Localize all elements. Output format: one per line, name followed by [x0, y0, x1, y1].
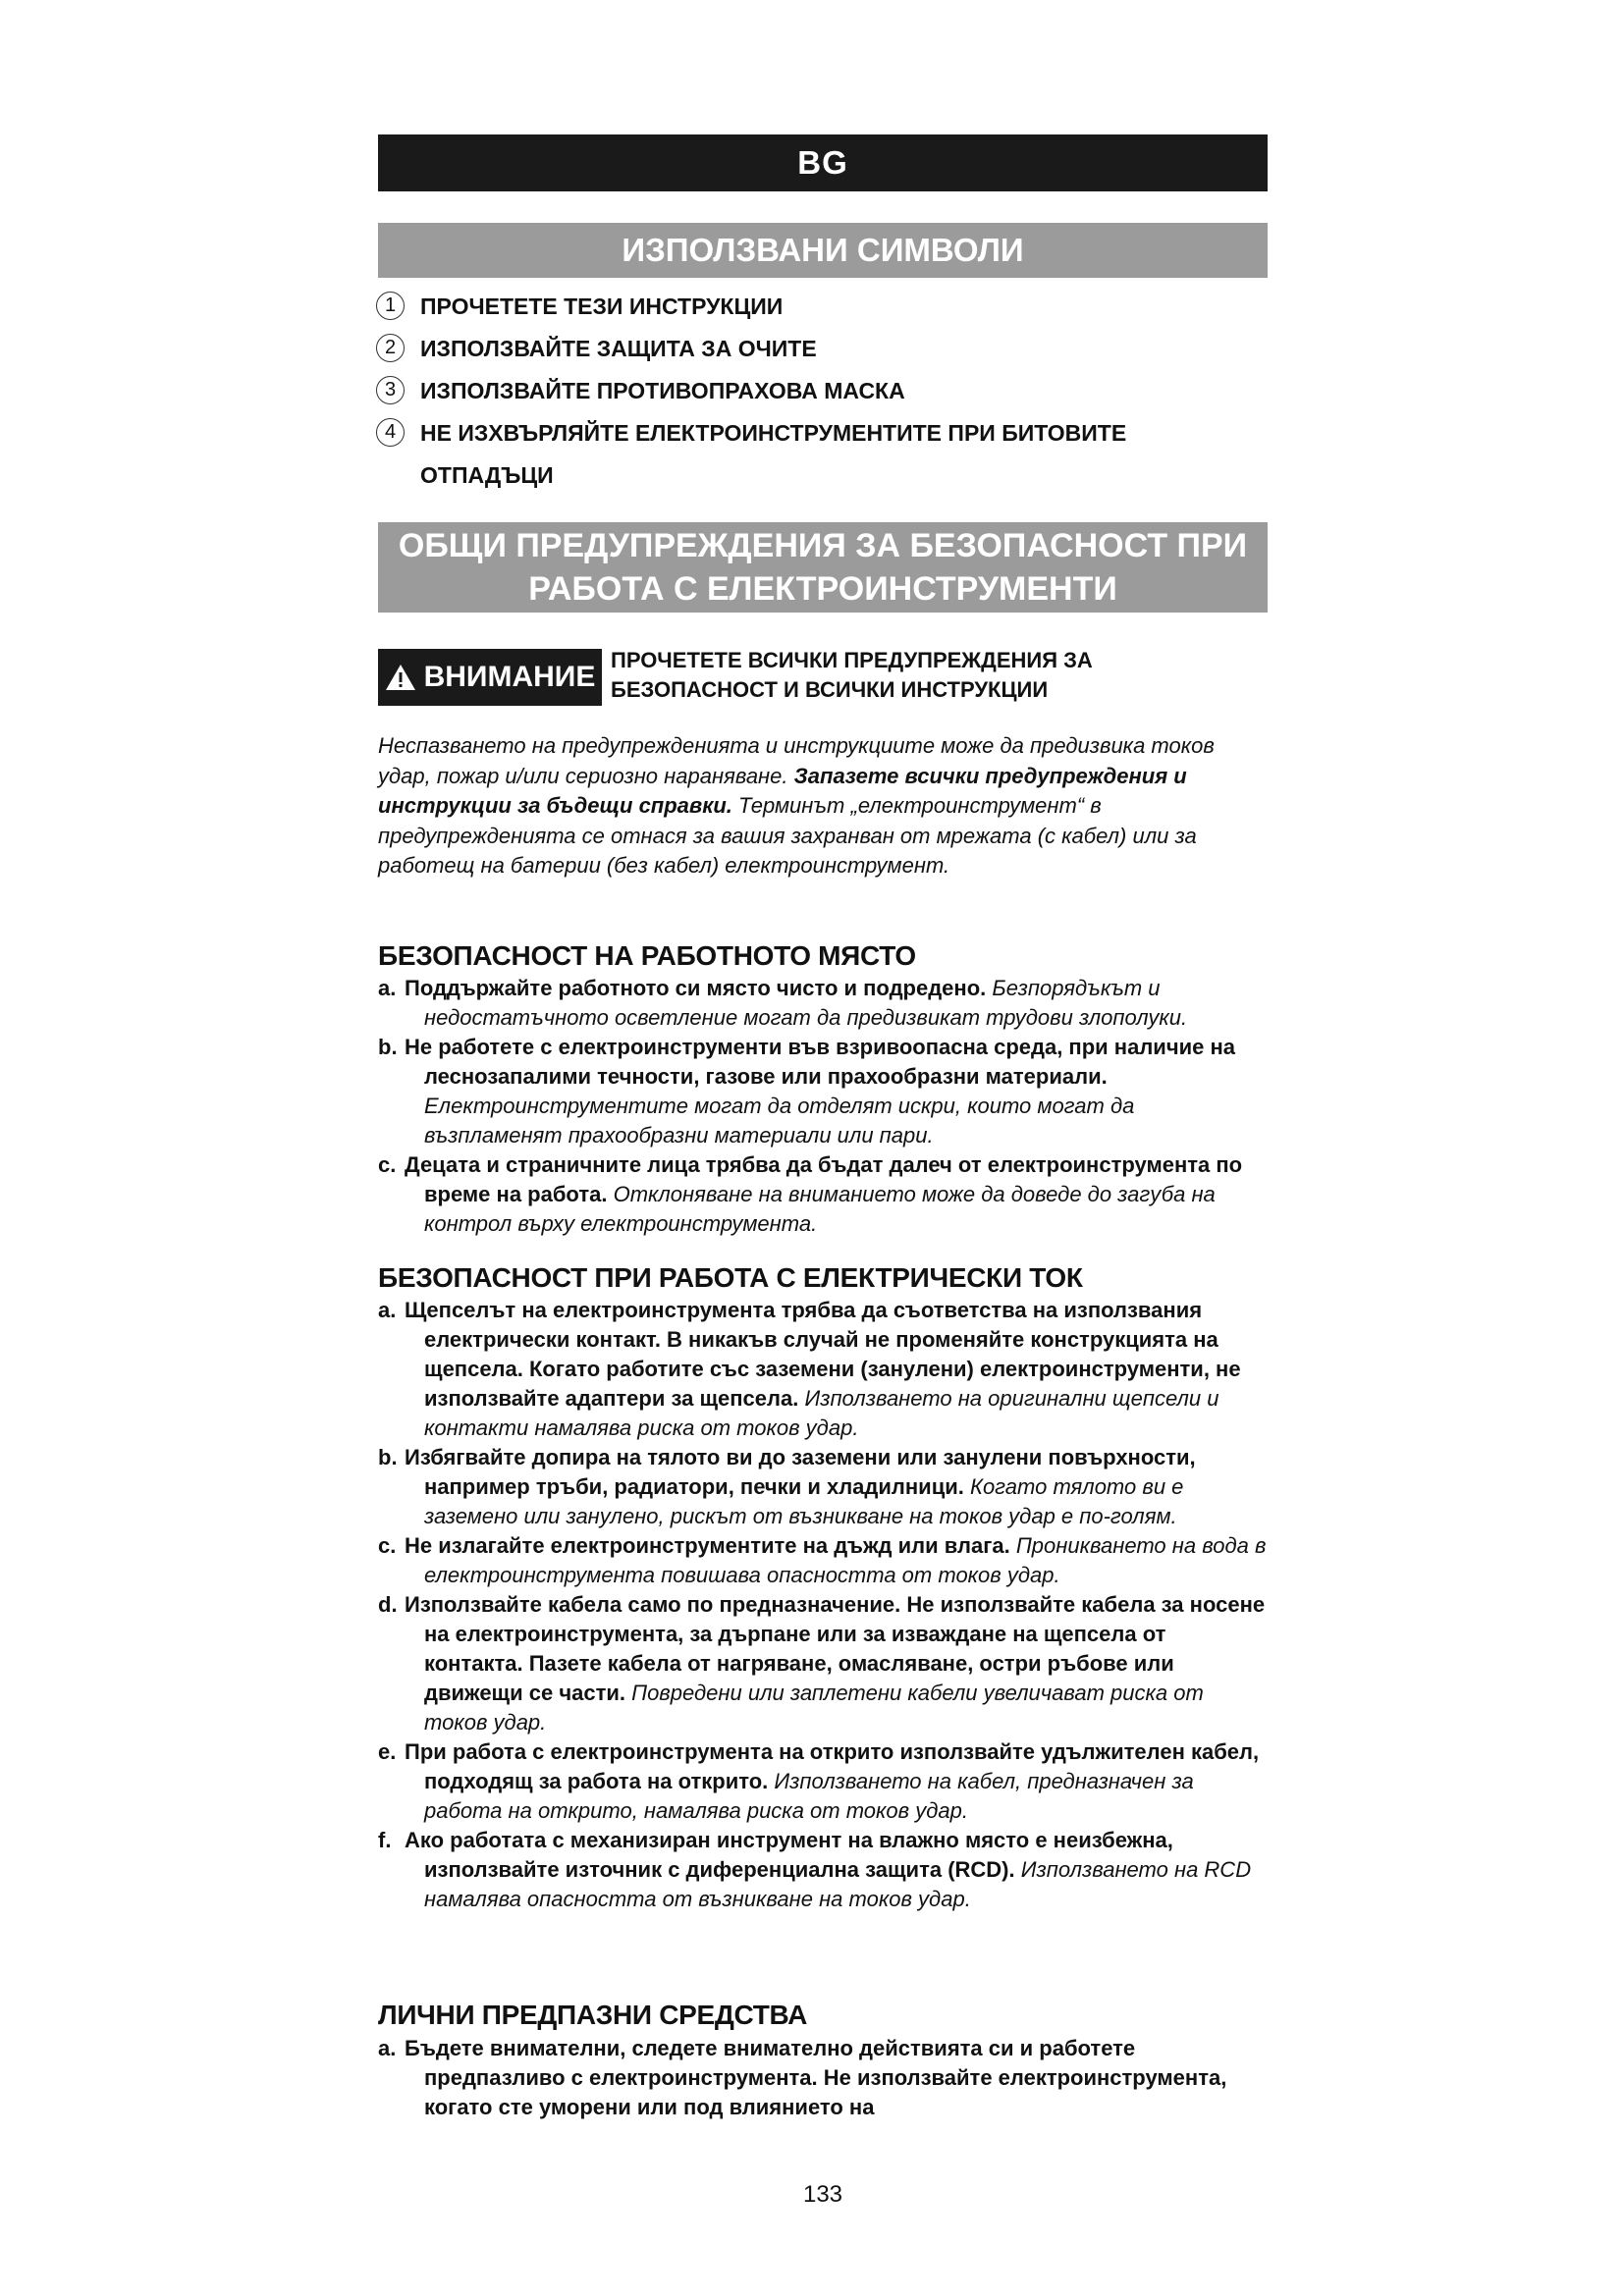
warning-triangle-icon [385, 664, 416, 691]
circled-number-3: 3 [376, 376, 405, 404]
symbol-item [376, 286, 1270, 328]
list-item: b. Избягвайте допира на тялото ви до заземени или занулени повърхности, например тръби, радиатори, печки и хладилници. Когато тялото ви е заземено или занулено, рискът от възникване на токов удар е по-голям. [378, 1445, 1196, 1528]
list-item: a. Бъдете внимателни, следете внимателно действията си и работете предпазливо с електроинструмента. Не използвайте електроинструмента, когато сте уморени или под влиянието на [378, 2036, 1227, 2119]
circled-number-1: 1 [376, 292, 405, 320]
warning-text-line-2: БЕЗОПАСНОСТ И ВСИЧКИ ИНСТРУКЦИИ [611, 677, 1049, 702]
list-item: f. Ако работата с механизиран инструмент на влажно място е неизбежна, използвайте източник с диференциална защита (RCD). Използването на RCD намалява опасността от възникване на токов удар. [378, 1828, 1252, 1911]
symbols-section-title [378, 223, 1268, 278]
general-title-line-1: ОБЩИ ПРЕДУПРЕЖДЕНИЯ ЗА БЕЗОПАСНОСТ ПРИ [398, 527, 1248, 564]
warning-row [378, 646, 1268, 711]
intro-text-2: Терминът „електроинструмент“ в предупрежденията се отнася за вашия захранван от мрежата (с кабел) или за работещ на батерии (без кабел) електроинструмент. [378, 793, 1197, 878]
list-item: a. Поддържайте работното си място чисто и подредено. Безпорядъкът и недостатъчното осветление могат да предизвикат трудови злополуки. [378, 976, 1188, 1030]
electrical-list [378, 1296, 1268, 1914]
list-item: d. Използвайте кабела само по предназначение. Не използвайте кабела за носене на електроинструмента, за дърпане или за изваждане на щепсела от контакта. Пазете кабела от нагряване, омасляване, остри ръбове или движещи се части. Повредени или заплетени кабели увеличават риска от токов удар. [378, 1592, 1266, 1735]
circled-number-4: 4 [376, 418, 405, 447]
general-title-line-2: РАБОТА С ЕЛЕКТРОИНСТРУМЕНТИ [528, 570, 1117, 608]
symbol-item-text: ИЗПОЛЗВАЙТЕ ЗАЩИТА ЗА ОЧИТЕ [420, 336, 817, 361]
warning-text [611, 646, 1259, 705]
list-item: a. Щепселът на електроинструмента трябва да съответства на използвания електрически контакт. В никакъв случай не променяйте конструкцията на щепсела. Когато работите със заземени (занулени) електроинструменти, не използвайте адаптери за щепсела. Използването на оригинални щепсели и контакти намалява риска от токов удар. [378, 1298, 1241, 1440]
symbol-item [376, 412, 1270, 497]
symbols-title-text: ИЗПОЛЗВАНИ СИМВОЛИ [622, 232, 1024, 268]
general-warnings-section-title [378, 522, 1268, 613]
list-item: b. Не работете с електроинструменти във взривоопасна среда, при наличие на леснозапалими течности, газове или прахообразни материали. Електроинструментите могат да отделят искри, които могат да възпламенят прахообразни материали или пари. [378, 1035, 1235, 1148]
warning-text-line-1: ПРОЧЕТЕТЕ ВСИЧКИ ПРЕДУПРЕЖДЕНИЯ ЗА [611, 648, 1093, 672]
warning-badge [378, 649, 602, 706]
work-area-list [378, 974, 1268, 1239]
symbol-item-text: НЕ ИЗХВЪРЛЯЙТЕ ЕЛЕКТРОИНСТРУМЕНТИТЕ ПРИ БИТОВИТЕ ОТПАДЪЦИ [420, 420, 1127, 488]
intro-bold-text: Запазете всички предупреждения и инструкции за бъдещи справки. [378, 763, 1187, 818]
symbol-item [376, 328, 1270, 370]
list-item: e. При работа с електроинструмента на открито използвайте удължителен кабел, подходящ за работа на открито. Използването на кабел, предназначен за работа на открито, намалява риска от токов удар. [378, 1739, 1260, 1823]
symbol-item-text: ИЗПОЛЗВАЙТЕ ПРОТИВОПРАХОВА МАСКА [420, 378, 905, 403]
personal-safety-heading: ЛИЧНИ ПРЕДПАЗНИ СРЕДСТВА [378, 2000, 807, 2030]
electrical-heading: БЕЗОПАСНОСТ ПРИ РАБОТА С ЕЛЕКТРИЧЕСКИ ТОК [378, 1262, 1083, 1293]
personal-safety-list [378, 2034, 1268, 2122]
symbol-item-text: ПРОЧЕТЕТЕ ТЕЗИ ИНСТРУКЦИИ [420, 294, 784, 319]
intro-text-1: Неспазването на предупрежденията и инструкциите може да предизвика токов удар, пожар и/или сериозно нараняване. [378, 733, 1215, 788]
work-area-heading: БЕЗОПАСНОСТ НА РАБОТНОТО МЯСТО [378, 940, 916, 971]
intro-paragraph [378, 731, 1268, 881]
symbols-list [376, 286, 1270, 497]
list-item: c. Децата и страничните лица трябва да бъдат далеч от електроинструмента по време на работа. Отклоняване на вниманието може да доведе до загуба на контрол върху електроинструмента. [378, 1152, 1243, 1236]
warning-label: ВНИМАНИЕ [423, 661, 596, 693]
symbol-item [376, 370, 1270, 412]
circled-number-2: 2 [376, 334, 405, 362]
list-item: c. Не излагайте електроинструментите на дъжд или влага. Проникването на вода в електроинструмента повишава опасността от токов удар. [378, 1533, 1267, 1587]
page-number: 133 [802, 2181, 843, 2208]
language-header: BG [378, 134, 1268, 191]
